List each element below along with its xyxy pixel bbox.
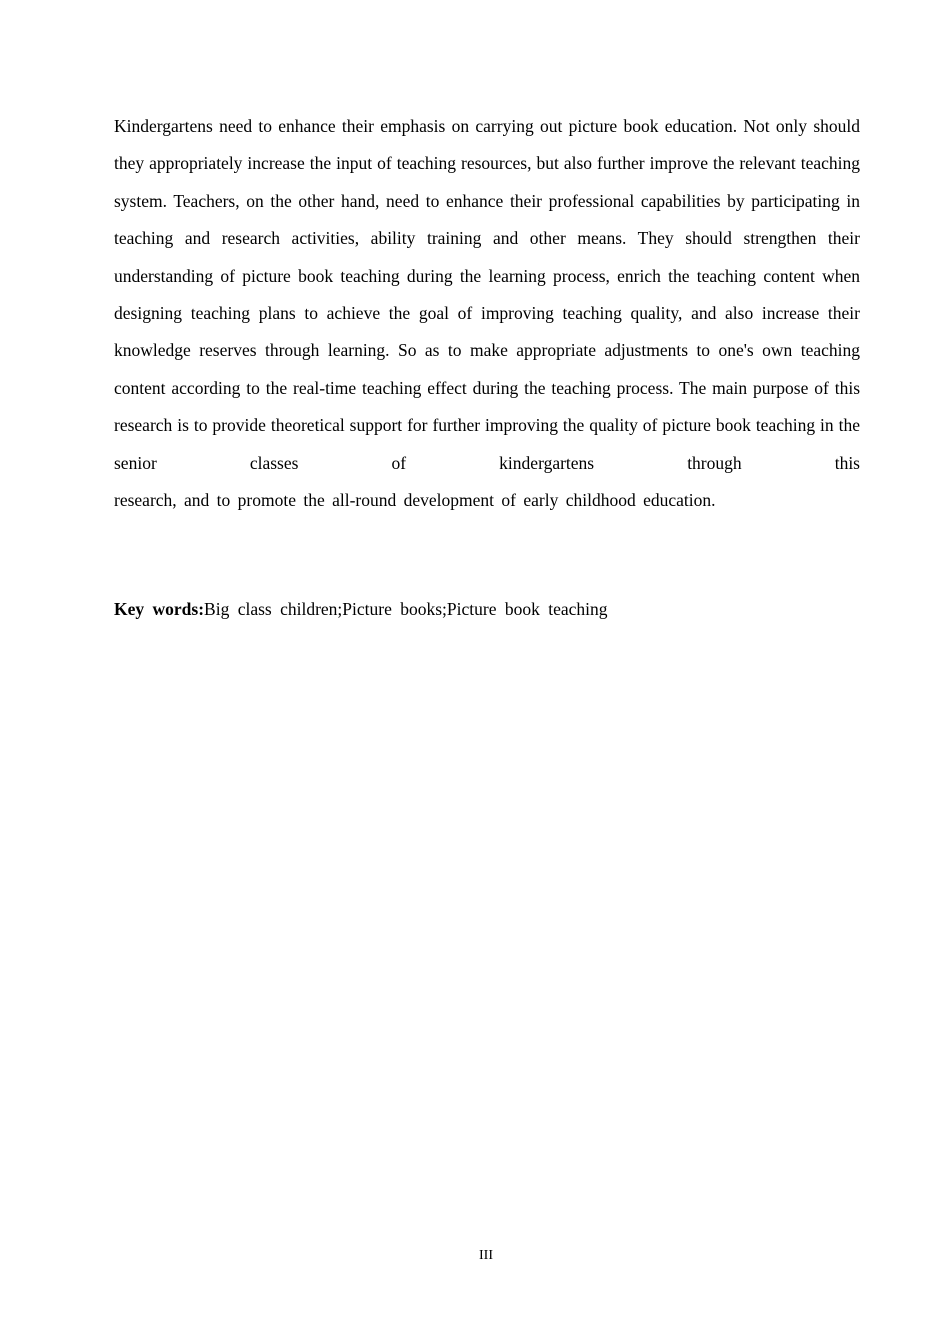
page-number: III	[479, 1248, 493, 1263]
abstract-last-line: research, and to promote the all-round development of early childhood education.	[114, 490, 716, 511]
abstract-paragraph	[114, 108, 860, 519]
keywords-line	[114, 594, 860, 624]
keywords-label: Key words:	[114, 599, 205, 619]
abstract-body-text: Kindergartens need to enhance their emphasis on carrying out picture book education. Not only should they appropriately increase the input of teaching resources, but also further improve the relevant teaching system. Teachers, on the other hand, need to enhance their professional capabilities by participating in teaching and research activities, ability training and other means. They should strengthen their understanding of picture book teaching during the learning process, enrich the teaching content when designing teaching plans to achieve the goal of improving teaching quality, and also increase their knowledge reserves through learning. So as to make appropriate adjustments to one's own teaching content according to the real-time teaching effect during the teaching process. The main purpose of this research is to provide theoretical support for further improving the quality of picture book teaching in the senior classes of kindergartens through this	[114, 116, 860, 473]
keywords-value: Big class children;Picture books;Picture book teaching	[204, 599, 608, 619]
